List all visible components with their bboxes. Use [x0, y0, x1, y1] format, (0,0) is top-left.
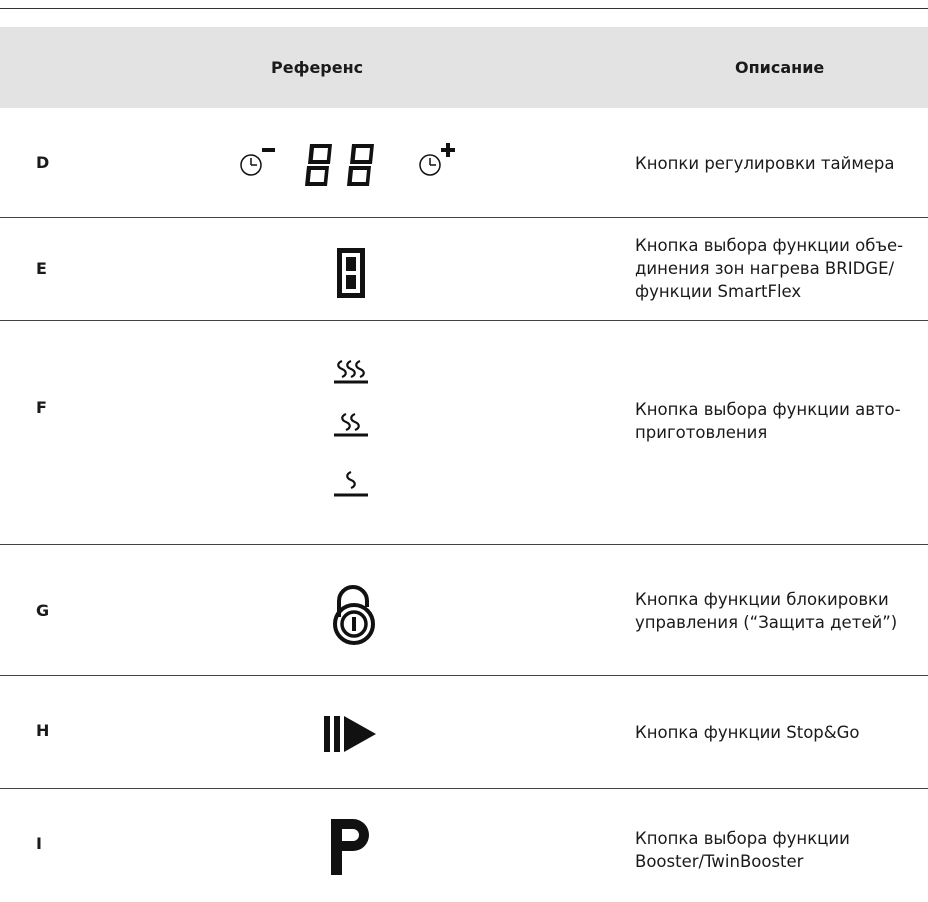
row-description: Кнопка выбора функции авто-приготовления — [635, 400, 901, 442]
row-description: Кпопка выбора функции Booster/TwinBooster — [635, 829, 850, 871]
steam-levels-icon — [330, 359, 374, 509]
steam-level-1-icon — [334, 472, 368, 495]
table-row-f — [0, 321, 928, 545]
row-letter: H — [36, 721, 50, 740]
row-description: Кнопка функции блокировки управления (“Защита детей”) — [635, 590, 898, 632]
top-rule — [0, 8, 928, 9]
header-reference: Референс — [271, 58, 364, 77]
stop-and-go-icon — [324, 714, 384, 754]
row-letter: E — [36, 259, 47, 278]
timer-plus-icon — [420, 143, 455, 175]
table-row-g — [0, 545, 928, 676]
timer-control-icons — [238, 136, 478, 192]
header-description: Описание — [735, 58, 825, 77]
table-row-h — [0, 676, 928, 789]
bridge-icon — [337, 248, 365, 298]
row-letter: G — [36, 601, 50, 620]
row-letter: D — [36, 153, 50, 172]
row-letter: F — [36, 398, 47, 417]
table-row-e — [0, 218, 928, 321]
row-description: Кнопка функции Stop&Go — [635, 723, 860, 742]
steam-level-2-icon — [334, 414, 368, 435]
table-header — [0, 27, 928, 108]
display-88-icon — [305, 144, 374, 186]
row-description: Кнопки регулировки таймера — [635, 154, 895, 173]
timer-minus-icon — [241, 148, 275, 175]
table-row-d — [0, 108, 928, 218]
row-description: Кнопка выбора функции объе-динения зон нагрева BRIDGE/ функции SmartFlex — [635, 236, 904, 301]
booster-p-icon — [329, 817, 375, 877]
padlock-icon — [331, 585, 377, 645]
row-letter: I — [36, 834, 42, 853]
table-row-i — [0, 789, 928, 902]
steam-level-3-icon — [334, 361, 368, 382]
